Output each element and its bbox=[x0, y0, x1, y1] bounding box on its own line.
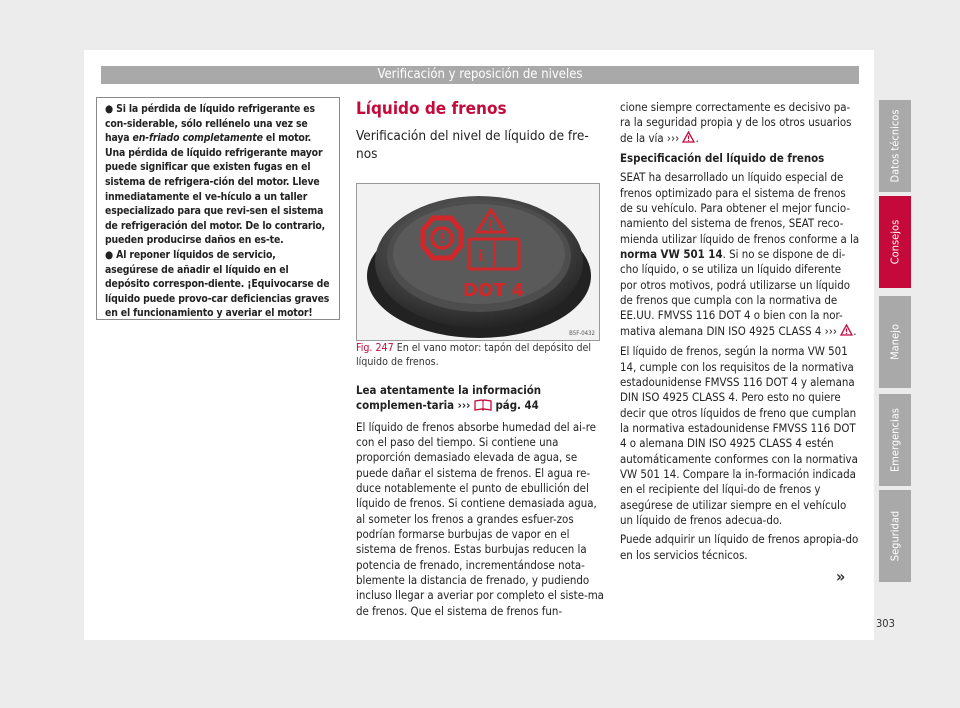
page-number: 303 bbox=[876, 617, 895, 630]
tab-manejo[interactable]: Manejo bbox=[879, 296, 911, 388]
warning-bullet-2: ● Al reponer líquidos de servicio, asegúrese de añadir el líquido en el depósito correspon-diente. ¡Equivocarse de líquido puede provo-car deficiencias graves en el funcionamiento y averiar el motor! bbox=[105, 248, 330, 320]
continue-marker: » bbox=[836, 567, 846, 586]
tab-consejos[interactable]: Consejos bbox=[879, 196, 911, 288]
figure-code: B5F-0432 bbox=[569, 330, 595, 337]
dot4-label: DOT 4 bbox=[463, 280, 525, 301]
paragraph-spec: SEAT ha desarrollado un líquido especial de frenos optimizado para el sistema de frenos de su vehículo. Para obtener el mejor funcio-namiento del sistema de frenos, SEAT reco-mienda utilizar líquido de frenos conforme a la norma VW 501 14. Si no se dispone de di-cho líquido, o se utiliza un líquido diferente por otros motivos, podrá utilizarse un líquido de frenos que cumpla con la normativa de EE.UU. FMVSS 116 DOT 4 o bien con la nor-mativa alemana DIN ISO 4925 CLASS 4 ››› . bbox=[620, 170, 860, 340]
brake-fluid-cap-image bbox=[357, 184, 600, 341]
column-3-text bbox=[620, 100, 860, 567]
paragraph-safety: cione siempre correctamente es decisivo pa-ra la seguridad propia y de los otros usuarios de la vía ››› . bbox=[620, 100, 860, 147]
section-heading bbox=[356, 98, 604, 163]
warning-triangle-icon bbox=[840, 324, 853, 340]
page-ref-link[interactable]: pág. 44 bbox=[495, 398, 539, 413]
section-subtitle: Verificación del nivel de líquido de fre-nos bbox=[356, 128, 589, 162]
booklet-icon bbox=[474, 399, 492, 415]
warning-box bbox=[96, 97, 340, 320]
column-2-text bbox=[356, 383, 604, 623]
paragraph-water-absorption: El líquido de frenos absorbe humedad del ai-re con el paso del tiempo. Si contiene una proporción demasiado elevada de agua, se puede dañar el sistema de frenos. El agua re-duce notablemente el punto de ebullición del líquido de frenos. Si contiene demasiada agua, al someter los frenos a grandes esfuer-zos podrían formarse burbujas de vapor en el sistema de frenos. Estas burbujas reducen la potencia de frenado, incrementándose nota-blemente la distancia de frenado, y pudiendo incluso llegar a averiar por completo el siste-ma de frenos. Que el sistema de frenos fun- bbox=[356, 419, 604, 618]
svg-text:!: ! bbox=[439, 232, 445, 247]
paragraph-norm-compliance: El líquido de frenos, según la norma VW 501 14, cumple con los requisitos de la normativa estadounidense FMVSS 116 DOT 4 y alemana DIN ISO 4925 CLASS 4. Pero esto no quiere decir que otros líquidos de freno que cumplan la normativa estadounidense FMVSS 116 DOT 4 o alemana DIN ISO 4925 CLASS 4 estén automáticamente conformes con la normativa VW 501 14. Compare la in-formación indicada en el recipiente del líqui-do de frenos y asegúrese de utilizar siempre en el vehículo un líquido de frenos adecua-do. bbox=[620, 344, 858, 527]
read-note: Lea atentamente la información complemen-taria ››› pág. 44 bbox=[356, 383, 604, 416]
warning-bullet-1: ● Si la pérdida de líquido refrigerante es con-siderable, sólo rellénelo una vez se haya en-friado completamente el motor. Una pérdida de líquido refrigerante mayor puede significar que existen fugas en el sistema de refrigera-ción del motor. Lleve inmediatamente el ve-hículo a un taller especializado para que revi-sen el sistema de refrigeración del motor. De lo contrario, pueden producirse daños en es-te. bbox=[105, 103, 326, 247]
spec-heading: Especificación del líquido de frenos bbox=[620, 151, 825, 166]
page-header: Verificación y reposición de niveles bbox=[101, 66, 859, 84]
paragraph-availability: Puede adquirir un líquido de frenos apropia-do en los servicios técnicos. bbox=[620, 532, 859, 562]
svg-text:i: i bbox=[478, 247, 484, 265]
figure-caption: Fig. 247 En el vano motor: tapón del depósito del líquido de frenos. bbox=[356, 342, 592, 368]
tab-seguridad[interactable]: Seguridad bbox=[879, 490, 911, 582]
tab-datos-tecnicos[interactable]: Datos técnicos bbox=[879, 100, 911, 192]
svg-text:!: ! bbox=[488, 219, 494, 234]
tab-emergencias[interactable]: Emergencias bbox=[879, 394, 911, 486]
figure-number: Fig. 247 bbox=[356, 342, 394, 354]
section-title: Líquido de frenos bbox=[356, 99, 507, 119]
brake-cap-figure bbox=[356, 183, 600, 341]
warning-triangle-icon bbox=[682, 131, 695, 147]
